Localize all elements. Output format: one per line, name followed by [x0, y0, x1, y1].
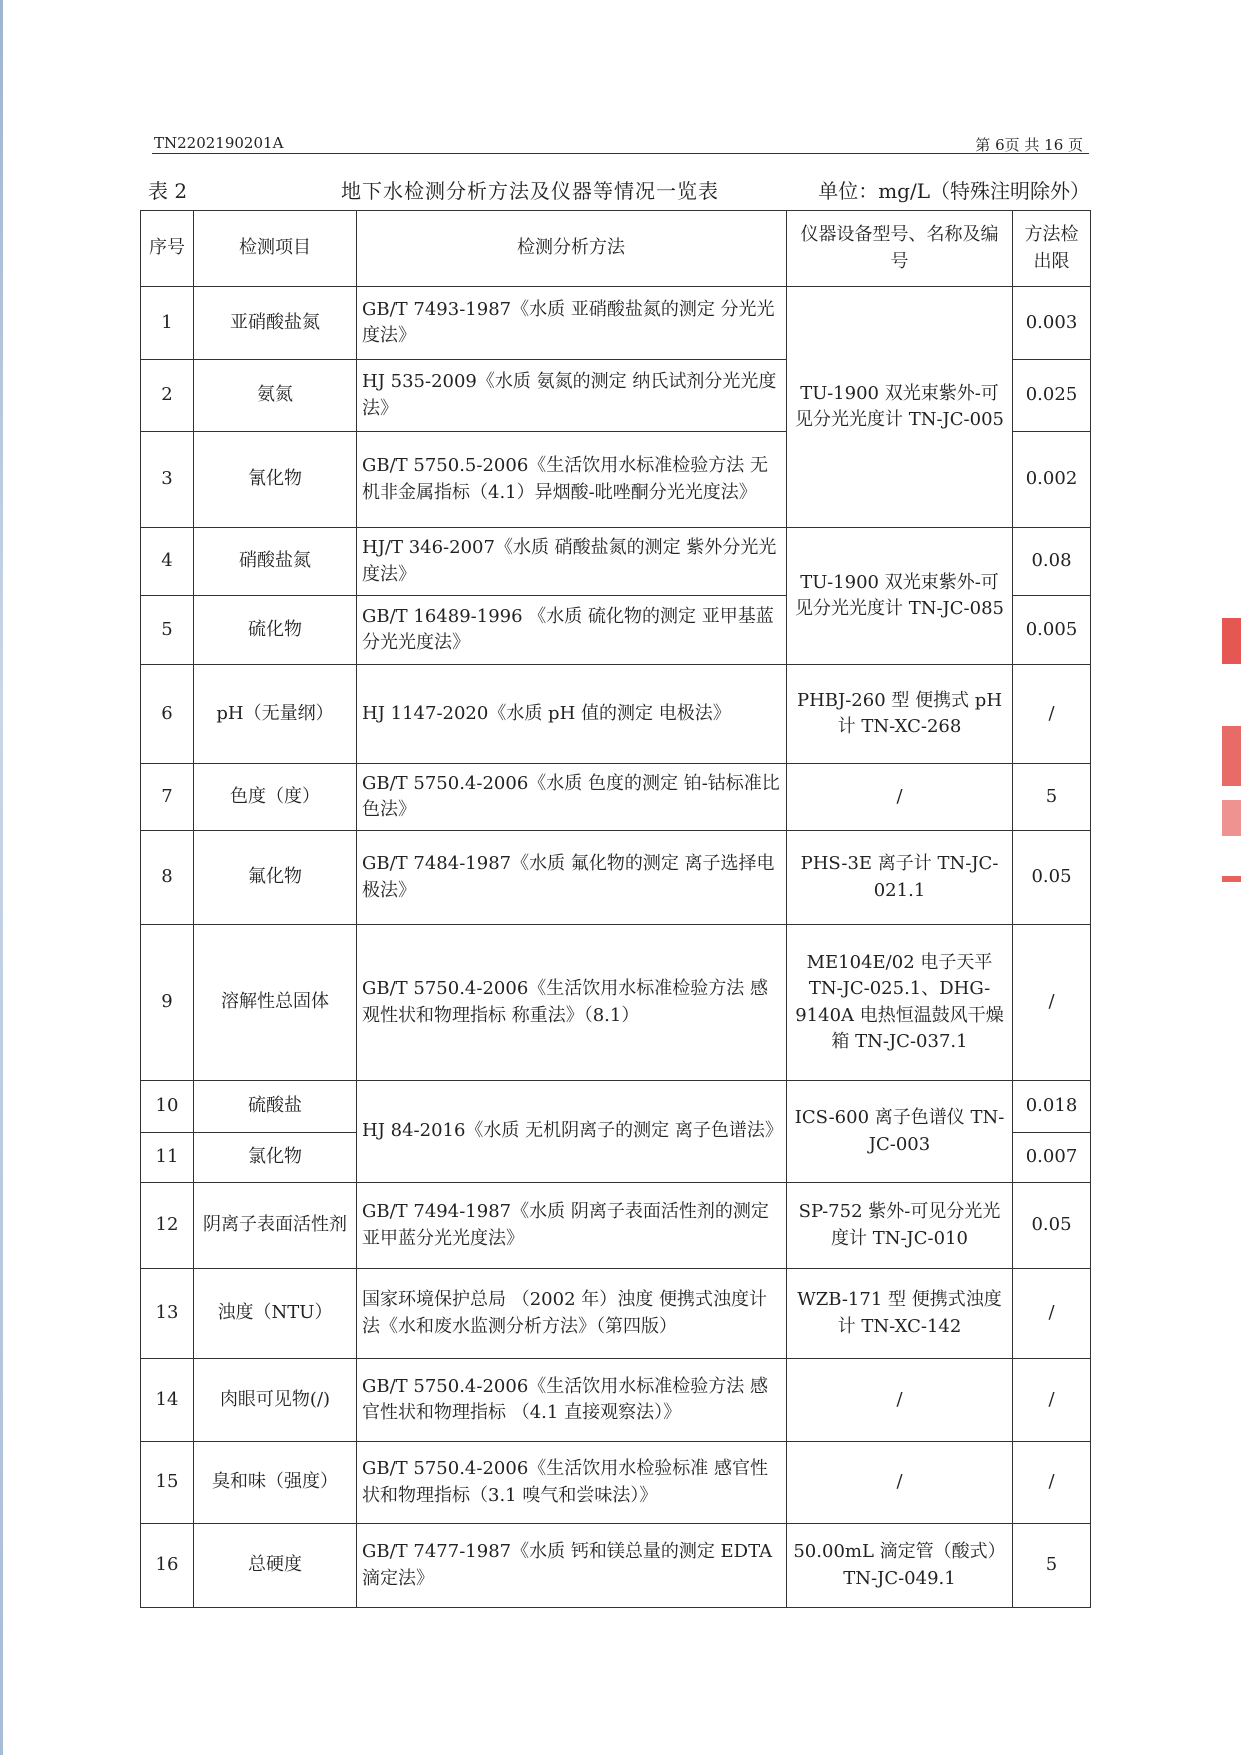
row-item: 硝酸盐氮 [194, 528, 357, 596]
row-limit: 5 [1013, 1524, 1091, 1608]
row-method: 国家环境保护总局 （2002 年）浊度 便携式浊度计法《水和废水监测分析方法》（第四版） [357, 1269, 787, 1359]
row-item: pH（无量纲） [194, 665, 357, 764]
row-method: GB/T 5750.4-2006《生活饮用水检验标准 感官性状和物理指标（3.1 嗅气和尝味法）》 [357, 1442, 787, 1524]
table-row [141, 764, 1091, 831]
row-method: HJ/T 346-2007《水质 硝酸盐氮的测定 紫外分光光度法》 [357, 528, 787, 596]
row-limit: 0.08 [1013, 528, 1091, 596]
row-limit: 0.05 [1013, 1183, 1091, 1269]
row-method: GB/T 5750.4-2006《生活饮用水标准检验方法 感观性状和物理指标 称重法》（8.1） [357, 925, 787, 1081]
row-instrument: / [787, 1359, 1013, 1442]
row-limit: / [1013, 1269, 1091, 1359]
row-limit: / [1013, 1359, 1091, 1442]
row-method: HJ 535-2009《水质 氨氮的测定 纳氏试剂分光光度法》 [357, 360, 787, 432]
table-title-row [146, 173, 1094, 203]
row-item: 色度（度） [194, 764, 357, 831]
row-no: 16 [141, 1524, 194, 1608]
row-item: 硫酸盐 [194, 1081, 357, 1133]
row-limit: 0.002 [1013, 432, 1091, 528]
row-instrument: 50.00mL 滴定管（酸式）TN-JC-049.1 [787, 1524, 1013, 1608]
row-no: 7 [141, 764, 194, 831]
table-row [141, 1442, 1091, 1524]
row-method: GB/T 5750.5-2006《生活饮用水标准检验方法 无机非金属指标（4.1）异烟酸-吡唑酮分光光度法》 [357, 432, 787, 528]
row-no: 6 [141, 665, 194, 764]
row-limit: 5 [1013, 764, 1091, 831]
row-instrument: / [787, 1442, 1013, 1524]
table-row [141, 287, 1091, 360]
row-limit: 0.007 [1013, 1133, 1091, 1183]
report-code: TN2202190201A [154, 134, 284, 152]
table-label: 表 2 [148, 179, 188, 203]
row-method: GB/T 7494-1987《水质 阴离子表面活性剂的测定 亚甲蓝分光光度法》 [357, 1183, 787, 1269]
row-limit: 0.018 [1013, 1081, 1091, 1133]
header-no: 序号 [141, 211, 194, 287]
row-instrument-merged: TU-1900 双光束紫外-可见分光光度计 TN-JC-085 [787, 528, 1013, 665]
red-stamp-fragment [1222, 618, 1241, 664]
row-item: 浊度（NTU） [194, 1269, 357, 1359]
header-instrument: 仪器设备型号、名称及编号 [787, 211, 1013, 287]
row-instrument: PHBJ-260 型 便携式 pH 计 TN-XC-268 [787, 665, 1013, 764]
table-title: 地下水检测分析方法及仪器等情况一览表 [341, 179, 719, 203]
row-instrument-merged: ICS-600 离子色谱仪 TN-JC-003 [787, 1081, 1013, 1183]
red-stamp-fragment [1222, 726, 1241, 786]
row-limit: 0.05 [1013, 831, 1091, 925]
row-no: 12 [141, 1183, 194, 1269]
table-row [141, 1269, 1091, 1359]
row-item: 亚硝酸盐氮 [194, 287, 357, 360]
row-limit: / [1013, 925, 1091, 1081]
row-no: 9 [141, 925, 194, 1081]
row-item: 氯化物 [194, 1133, 357, 1183]
row-instrument-merged: TU-1900 双光束紫外-可见分光光度计 TN-JC-005 [787, 287, 1013, 528]
table-row [141, 665, 1091, 764]
row-no: 11 [141, 1133, 194, 1183]
row-item: 氰化物 [194, 432, 357, 528]
row-no: 2 [141, 360, 194, 432]
table-row [141, 1183, 1091, 1269]
row-item: 阴离子表面活性剂 [194, 1183, 357, 1269]
row-method-merged: HJ 84-2016《水质 无机阴离子的测定 离子色谱法》 [357, 1081, 787, 1183]
row-no: 8 [141, 831, 194, 925]
row-limit: / [1013, 1442, 1091, 1524]
row-no: 3 [141, 432, 194, 528]
row-method: GB/T 7477-1987《水质 钙和镁总量的测定 EDTA 滴定法》 [357, 1524, 787, 1608]
row-method: GB/T 7493-1987《水质 亚硝酸盐氮的测定 分光光度法》 [357, 287, 787, 360]
row-no: 10 [141, 1081, 194, 1133]
row-instrument: SP-752 紫外-可见分光光度计 TN-JC-010 [787, 1183, 1013, 1269]
row-limit: 0.025 [1013, 360, 1091, 432]
header-item: 检测项目 [194, 211, 357, 287]
row-no: 15 [141, 1442, 194, 1524]
row-no: 1 [141, 287, 194, 360]
row-item: 氟化物 [194, 831, 357, 925]
row-item: 臭和味（强度） [194, 1442, 357, 1524]
row-method: GB/T 7484-1987《水质 氟化物的测定 离子选择电极法》 [357, 831, 787, 925]
methods-table [140, 210, 1091, 1608]
header-method: 检测分析方法 [357, 211, 787, 287]
table-row [141, 1081, 1091, 1133]
row-method: GB/T 5750.4-2006《生活饮用水标准检验方法 感官性状和物理指标 （4.1 直接观察法）》 [357, 1359, 787, 1442]
row-no: 5 [141, 596, 194, 665]
row-method: GB/T 16489-1996 《水质 硫化物的测定 亚甲基蓝分光光度法》 [357, 596, 787, 665]
table-row [141, 1524, 1091, 1608]
header-limit: 方法检出限 [1013, 211, 1091, 287]
scan-left-edge [0, 0, 3, 1755]
table-row [141, 925, 1091, 1081]
row-item: 硫化物 [194, 596, 357, 665]
red-stamp-fragment [1222, 876, 1241, 882]
table-row [141, 1359, 1091, 1442]
row-instrument: PHS-3E 离子计 TN-JC-021.1 [787, 831, 1013, 925]
row-item: 肉眼可见物(/) [194, 1359, 357, 1442]
page-header [152, 133, 1089, 154]
row-limit: 0.003 [1013, 287, 1091, 360]
page-number: 第 6页 共 16 页 [975, 136, 1083, 154]
table-row [141, 831, 1091, 925]
row-limit: 0.005 [1013, 596, 1091, 665]
row-no: 14 [141, 1359, 194, 1442]
table-row [141, 528, 1091, 596]
red-stamp-fragment [1222, 800, 1241, 836]
row-item: 总硬度 [194, 1524, 357, 1608]
table-header-row [141, 211, 1091, 287]
table-unit: 单位：mg/L（特殊注明除外） [818, 179, 1090, 203]
row-instrument: / [787, 764, 1013, 831]
row-item: 溶解性总固体 [194, 925, 357, 1081]
row-item: 氨氮 [194, 360, 357, 432]
row-no: 4 [141, 528, 194, 596]
row-instrument: WZB-171 型 便携式浊度计 TN-XC-142 [787, 1269, 1013, 1359]
row-limit: / [1013, 665, 1091, 764]
row-method: HJ 1147-2020《水质 pH 值的测定 电极法》 [357, 665, 787, 764]
row-method: GB/T 5750.4-2006《水质 色度的测定 铂-钴标准比色法》 [357, 764, 787, 831]
row-no: 13 [141, 1269, 194, 1359]
row-instrument: ME104E/02 电子天平 TN-JC-025.1、DHG-9140A 电热恒温鼓风干燥箱 TN-JC-037.1 [787, 925, 1013, 1081]
